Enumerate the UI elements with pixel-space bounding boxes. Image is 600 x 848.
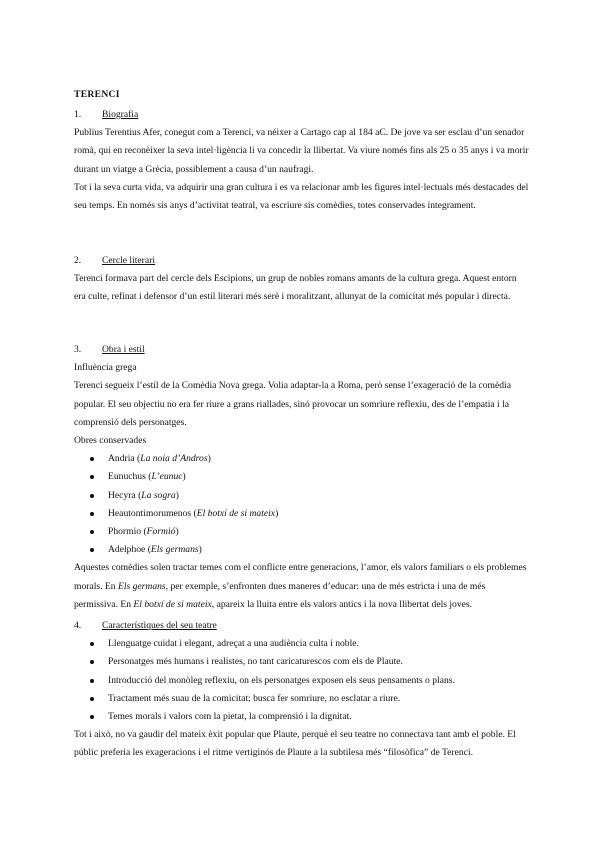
document-title: TERENCI (74, 89, 120, 100)
paragraph: Publius Terentius Afer, conegut com a Terenci, va néixer a Cartago cap al 184 aC. De jove va ser esclau d’un senador romà, qui en reconèixer la seva intel·ligència li va concedir la llibertat. Va viure només fins als 25 o 35 anys i va morir durant un viatge a Grècia, possiblement a causa d’un naufragi. (74, 127, 529, 175)
section-heading (74, 106, 530, 124)
paragraph (74, 559, 530, 614)
list-item: Tractament més suau de la comicitat: busca fer somriure, no esclatar a riure. (74, 690, 530, 708)
list-item: Eunuchus (L’eunuc) (74, 468, 530, 486)
list-item: Personatges més humans i realistes, no tant caricaturescos com els de Plaute. (74, 653, 530, 671)
list-item: Introducció del monòleg reflexiu, on els personatges exposen els seus pensaments o plans. (74, 672, 530, 690)
section-cercle-literari (74, 252, 530, 307)
section-caracteristiques (74, 617, 530, 763)
work-translation: L’eunuc (151, 471, 183, 483)
section-number: 4. (74, 620, 82, 631)
work-translation: El botxí de si mateix (196, 507, 276, 519)
italic-title: Els germans (117, 580, 166, 592)
work-translation: Els germans (150, 544, 199, 556)
work-title: Andria (108, 453, 135, 465)
work-title: Eunuchus (108, 471, 146, 483)
list-item: Heautontimorumenos (El botxí de si mateix) (74, 505, 530, 523)
works-list (74, 450, 530, 559)
paragraph: Tot i això, no va gaudir del mateix èxit popular que Plaute, perquè el seu teatre no connectava tant amb el poble. El públic preferia les exageracions i el ritme vertiginós de Plaute a la subtilesa més “filosòfica” de Terenci. (74, 729, 516, 759)
section-number: 1. (74, 109, 82, 120)
characteristics-list (74, 635, 530, 726)
text-run: , per exemple, s’enfronten dues maneres d’educar: una de més estricta i una de més permissiva. En (74, 580, 486, 610)
list-item: Temes morals i valors com la pietat, la comprensió i la dignitat. (74, 708, 530, 726)
paragraph: Tot i la seva curta vida, va adquirir una gran cultura i es va relacionar amb les figures intel·lectuals més destacades del seu temps. En només sis anys d’activitat teatral, va escriure sis comèdies, totes conservades íntegrament. (74, 181, 529, 212)
work-title: Phormio (108, 526, 142, 538)
section-number: 2. (74, 255, 82, 266)
list-item: Llenguatge cuidat i elegant, adreçat a una audiència culta i noble. (74, 635, 530, 653)
paragraph: Terenci segueix l’estil de la Comèdia Nova grega. Volia adaptar-la a Roma, però sense l’exageració de la comèdia popular. El seu objectiu no era fer riure a grans riallades, sinó provocar un somriure reflexiu, des de l’empatia i la comprensió dels personatges. (74, 380, 511, 428)
subheading: Influència grega (74, 362, 137, 374)
list-item: Hecyra (La sogra) (74, 487, 530, 505)
section-heading (74, 252, 530, 270)
section-heading-text: Biografia (102, 109, 139, 120)
text-run: , apareix la lluita entre els valors antics i la nova llibertat dels joves. (211, 598, 473, 610)
works-label: Obres conservades (74, 435, 147, 447)
work-title: Adelphoe (108, 544, 146, 556)
list-item: Phormio (Formió) (74, 523, 530, 541)
list-item: Adelphoe (Els germans) (74, 541, 530, 559)
section-heading (74, 617, 530, 635)
work-translation: La noia d’Andros (140, 453, 208, 465)
work-title: Heautontimorumenos (108, 507, 192, 519)
section-obra-i-estil (74, 341, 530, 614)
text-run: Aquestes comèdies solen tractar temes com el conflicte entre generacions, l’amor, els valors familiars o els problemes morals. En (74, 562, 527, 592)
work-translation: Formió (146, 526, 176, 538)
work-title: Hecyra (108, 489, 136, 501)
section-heading-text: Característiques del seu teatre (102, 620, 217, 631)
section-heading-text: Obra i estil (102, 344, 145, 355)
section-heading (74, 341, 530, 359)
paragraph: Terenci formava part del cercle dels Escipions, un grup de nobles romans amants de la cultura grega. Aquest entorn era culte, refinat i defensor d’un estil literari més serè i moralitzant, allunyat de la comicitat més popular i directa. (74, 273, 517, 303)
work-translation: La sogra (141, 489, 176, 501)
list-item: Andria (La noia d’Andros) (74, 450, 530, 468)
section-heading-text: Cercle literari (102, 255, 155, 266)
section-biografia (74, 106, 530, 215)
section-number: 3. (74, 344, 82, 355)
italic-title: El botxí de si mateix (133, 598, 212, 610)
